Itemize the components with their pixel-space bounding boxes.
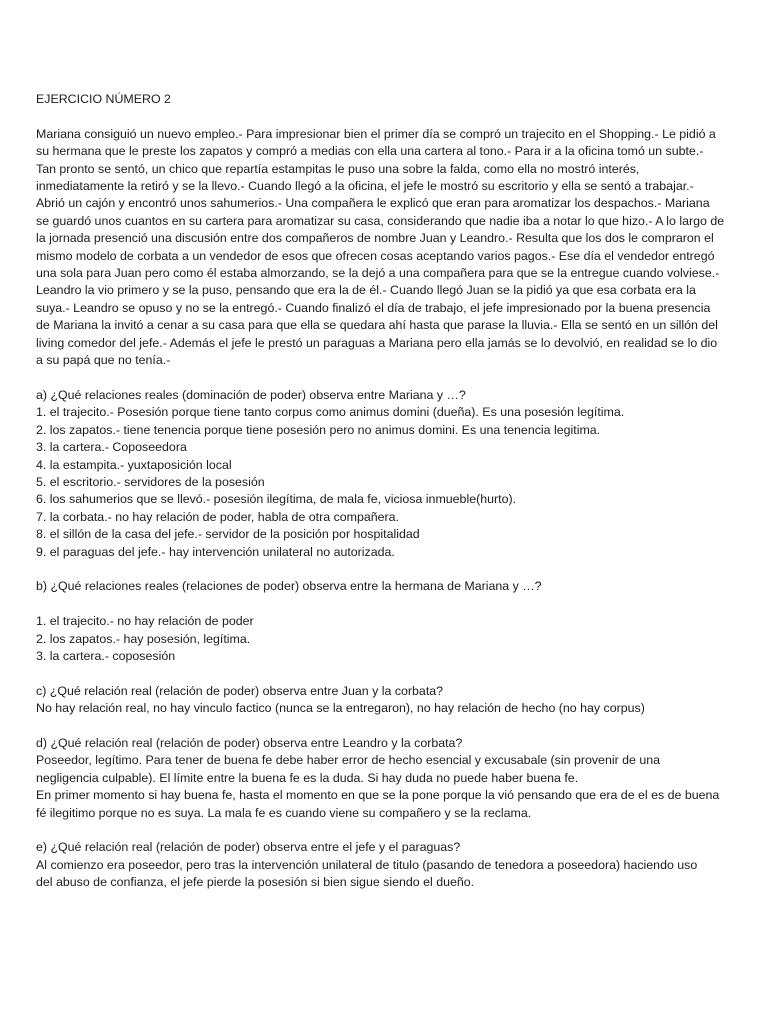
narrative-line: una sola para Juan pero como él estaba almorzando, se la dejó a una compañera para que se la entregue cuando volviese.- [36, 266, 720, 281]
answer-list-item: 3. la cartera.- coposesión [36, 648, 176, 663]
section-c-question: c) ¿Qué relación real (relación de poder) observa entre Juan y la corbata? [36, 683, 444, 698]
narrative-line: la jornada presenció una discusión entre dos compañeros de nombre Juan y Leandro.- Resulta que los dos le compraron el [36, 231, 714, 246]
answer-line: Al comienzo era poseedor, pero tras la intervención unilateral de titulo (pasando de tenedora a poseedora) haciendo uso [36, 857, 698, 872]
section-a-question: a) ¿Qué relaciones reales (dominación de poder) observa entre Mariana y …? [36, 387, 466, 402]
narrative-line: Abrió un cajón y encontró unos sahumerios.- Una compañera le explicó que eran para aromatizar los despachos.- Mariana [36, 196, 710, 211]
document-page [36, 91, 736, 892]
narrative-line: a su papá que no tenía.- [36, 353, 171, 368]
answer-list-item: 3. la cartera.- Coposeedora [36, 440, 187, 455]
spacer [36, 369, 736, 386]
spacer [36, 665, 736, 682]
narrative-paragraph [36, 126, 736, 370]
answer-list-item: 2. los zapatos.- hay posesión, legítima. [36, 631, 251, 646]
section-b [36, 578, 736, 665]
spacer [36, 822, 736, 839]
narrative-line: de Mariana la invitó a cenar a su casa para que ella se quedara ahí hasta que parase la lluvia.- Ella se sentó en un sillón del [36, 318, 718, 333]
narrative-line: Mariana consiguió un nuevo empleo.- Para impresionar bien el primer día se compró un trajecito en el Shopping.- Le pidió a [36, 126, 716, 141]
section-d [36, 735, 736, 822]
answer-line: No hay relación real, no hay vinculo factico (nunca se la entregaron), no hay relación de hecho (no hay corpus) [36, 701, 645, 716]
spacer [36, 718, 736, 735]
answer-list-item: 6. los sahumerios que se llevó.- posesión ilegítima, de mala fe, viciosa inmueble(hurto). [36, 492, 517, 507]
answer-list-item: 9. el paraguas del jefe.- hay intervención unilateral no autorizada. [36, 544, 395, 559]
narrative-line: Tan pronto se sentó, un chico que repartía estampitas le puso una sobre la falda, como ella no mostró interés, [36, 161, 640, 176]
section-d-question: d) ¿Qué relación real (relación de poder) observa entre Leandro y la corbata? [36, 735, 463, 750]
spacer [36, 596, 736, 613]
spacer [36, 561, 736, 578]
answer-list-item: 4. la estampita.- yuxtaposición local [36, 457, 232, 472]
answer-list-item: 2. los zapatos.- tiene tenencia porque tiene posesión pero no animus domini. Es una tenencia legitima. [36, 422, 601, 437]
section-e-question: e) ¿Qué relación real (relación de poder) observa entre el jefe y el paraguas? [36, 840, 461, 855]
document-title [36, 91, 736, 108]
section-b-question: b) ¿Qué relaciones reales (relaciones de poder) observa entre la hermana de Mariana y …? [36, 579, 542, 594]
section-a [36, 387, 736, 561]
answer-list-item: 7. la corbata.- no hay relación de poder, habla de otra compañera. [36, 509, 400, 524]
answer-line: negligencia culpable). El límite entre la buena fe es la duda. Si hay duda no puede haber buena fe. [36, 770, 579, 785]
answer-line: del abuso de confianza, el jefe pierde la posesión si bien sigue siendo el dueño. [36, 875, 475, 890]
narrative-line: su hermana que le preste los zapatos y compró a medias con ella una cartera al tono.- Para ir a la oficina tomó un subte.- [36, 144, 704, 159]
narrative-line: mismo modelo de corbata a un vendedor de esos que ofrecen cosas aceptando varios pagos.- Ese día el vendedor entregó [36, 248, 715, 263]
answer-line: Poseedor, legítimo. Para tener de buena fe debe haber error de hecho esencial y excusabale (sin provenir de una [36, 753, 661, 768]
answer-list-item: 1. el trajecito.- Posesión porque tiene tanto corpus como animus domini (dueña). Es una posesión legítima. [36, 405, 625, 420]
narrative-line: inmediatamente la retiró y se la llevo.- Cuando llegó a la oficina, el jefe le mostró su escritorio y ella se sentó a trabajar.- [36, 179, 694, 194]
answer-line: En primer momento si hay buena fe, hasta el momento en que se la pone porque la vió pensando que era de el es de buena [36, 788, 720, 803]
title-text: EJERCICIO NÚMERO 2 [36, 92, 171, 106]
section-e [36, 839, 736, 891]
narrative-line: living comedor del jefe.- Además el jefe le prestó un paraguas a Mariana pero ella jamás se lo devolvió, en realidad se lo dio [36, 335, 718, 350]
narrative-line: suya.- Leandro se opuso y no se la entregó.- Cuando finalizó el día de trabajo, el jefe impresionado por la buena presencia [36, 300, 711, 315]
answer-list-item: 1. el trajecito.- no hay relación de poder [36, 614, 254, 629]
section-c [36, 683, 736, 718]
answer-line: fé ilegitimo porque no es suya. La mala fe es cuando viene su compañero y se la reclama. [36, 805, 532, 820]
answer-list-item: 5. el escritorio.- servidores de la posesión [36, 474, 265, 489]
narrative-line: se guardó unos cuantos en su cartera para aromatizar su casa, considerando que nadie iba a notar lo que hizo.- A lo largo de [36, 213, 725, 228]
narrative-line: Leandro la vio primero y se la puso, pensando que era la de él.- Cuando llegó Juan se la pidió ya que esa corbata era la [36, 283, 696, 298]
answer-list-item: 8. el sillón de la casa del jefe.- servidor de la posición por hospitalidad [36, 527, 420, 542]
spacer [36, 108, 736, 125]
